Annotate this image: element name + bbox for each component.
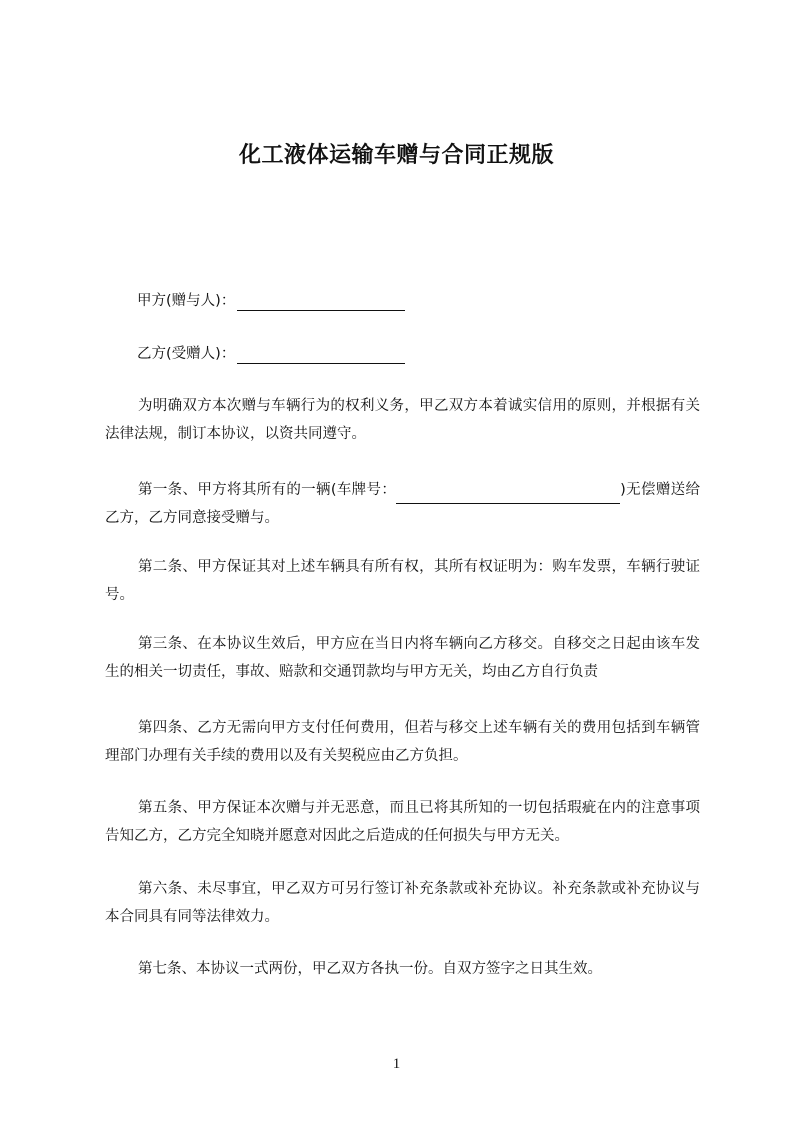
article-7-paragraph: 第七条、本协议一式两份，甲乙双方各执一份。自双方签字之日其生效。	[138, 961, 602, 977]
party-b-label: 乙方(受赠人)：	[137, 346, 236, 362]
party-a-blank	[237, 294, 405, 311]
article-6-paragraph: 第六条、未尽事宜，甲乙双方可另行签订补充条款或补充协议。补充条款或补充协议与本合同具有同等法律效力。	[105, 881, 700, 925]
party-b-line	[137, 344, 405, 364]
article-2-paragraph: 第二条、甲方保证其对上述车辆具有所有权，其所有权证明为：购车发票，车辆行驶证号。	[105, 559, 700, 603]
article-1-after: )无偿赠送给乙方，乙方同意接受赠与。	[105, 482, 700, 526]
article-5-paragraph: 第五条、甲方保证本次赠与并无恶意，而且已将其所知的一切包括瑕疵在内的注意事项告知乙方，乙方完全知晓并愿意对因此之后造成的任何损失与甲方无关。	[105, 800, 700, 844]
party-a-label: 甲方(赠与人)：	[137, 293, 236, 309]
party-b-blank	[237, 347, 405, 364]
party-a-line	[137, 291, 405, 311]
article-3-paragraph: 第三条、在本协议生效后，甲方应在当日内将车辆向乙方移交。自移交之日起由该车发生的相关一切责任，事故、赔款和交通罚款均与甲方无关，均由乙方自行负责	[105, 636, 700, 680]
plate-number-blank	[396, 485, 620, 504]
article-1-before: 第一条、甲方将其所有的一辆(车牌号：	[138, 482, 397, 498]
page-number: 1	[392, 1056, 401, 1072]
article-4-paragraph: 第四条、乙方无需向甲方支付任何费用，但若与移交上述车辆有关的费用包括到车辆管理部门办理有关手续的费用以及有关契税应由乙方负担。	[105, 720, 700, 764]
article-1-paragraph	[105, 476, 700, 532]
document-title: 化工液体运输车赠与合同正规版	[238, 143, 554, 168]
preamble-paragraph: 为明确双方本次赠与车辆行为的权利义务，甲乙双方本着诚实信用的原则，并根据有关法律法规，制订本协议，以资共同遵守。	[105, 398, 700, 442]
